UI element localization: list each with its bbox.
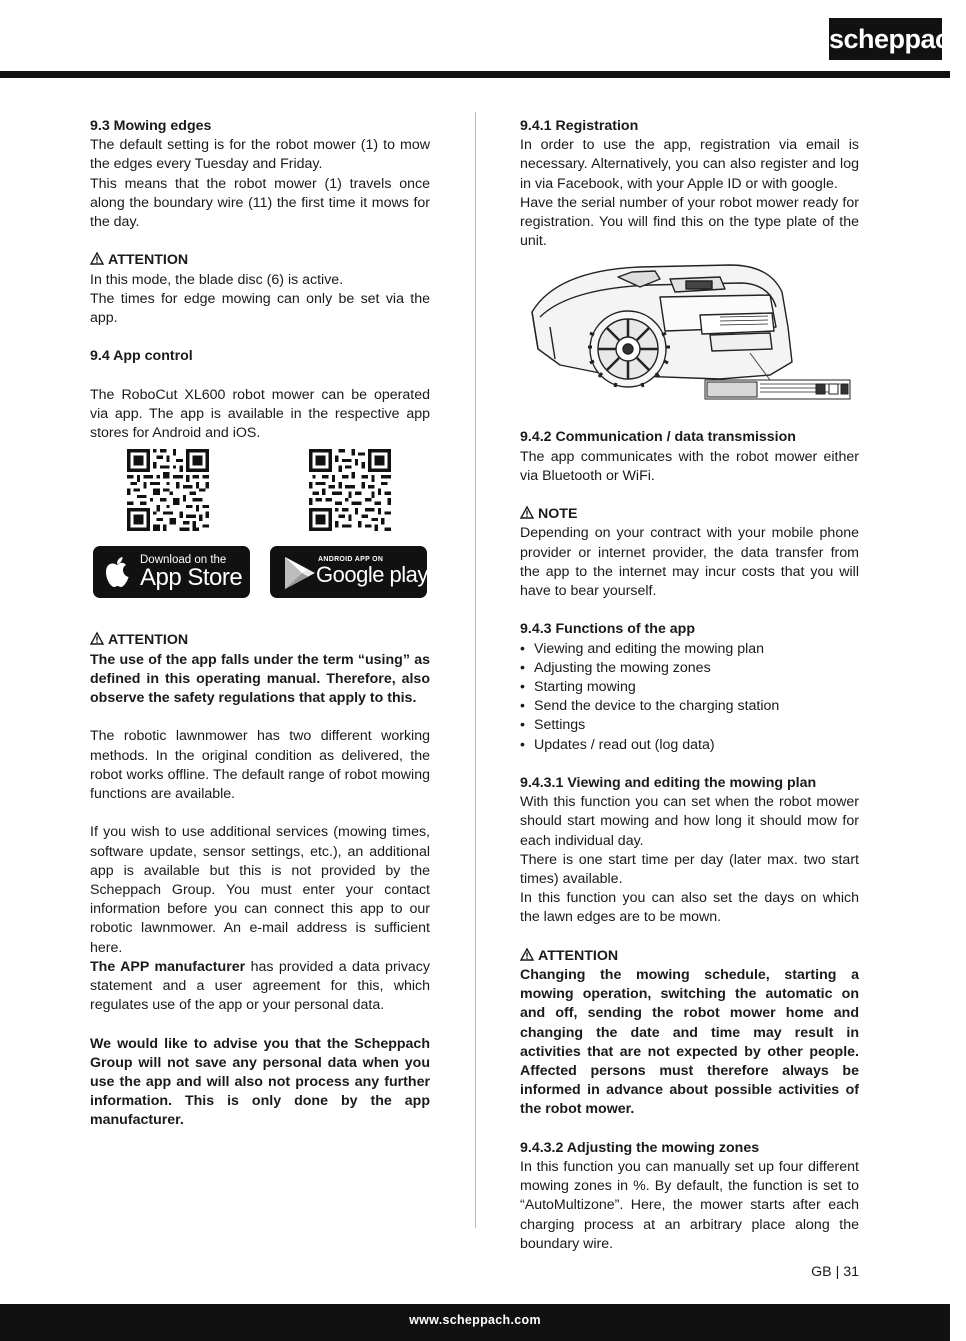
paragraph <box>90 958 430 1016</box>
section-title-9-4-3-2: 9.4.3.2 Adjusting the mowing zones <box>520 1139 760 1156</box>
app-store-line1: Download on the <box>140 554 227 567</box>
paragraph-bold: We would like to advise you that the Scheppach Group will not save any personal data when you use the app and will also not process any further information. This is only done by the app manufacturer. <box>90 1035 430 1129</box>
section-title-9-4-3-1: 9.4.3.1 Viewing and editing the mowing plan <box>520 775 817 792</box>
paragraph: In this function you can also set the days on which the lawn edges are to be mown. <box>520 890 859 926</box>
paragraph: Depending on your contract with your mobile phone provider or internet provider, the data transfer from the app to the internet may incur costs that you will have to bear yourself. <box>520 525 859 600</box>
paragraph: The app communicates with the robot mower either via Bluetooth or WiFi. <box>520 448 859 484</box>
list-item: • Viewing and editing the mowing plan <box>520 640 859 659</box>
qr-code-android <box>309 449 391 531</box>
google-play-icon <box>282 555 318 591</box>
page-number: GB | 31 <box>811 1264 859 1280</box>
paragraph: With this function you can set when the robot mower should start mowing and how long it should mow for each individual day. <box>520 794 859 849</box>
app-store-badge[interactable] <box>93 546 250 598</box>
footer-url[interactable]: www.scheppach.com <box>409 1313 541 1327</box>
paragraph: The RoboCut XL600 robot mower can be operated via app. The app is available in the respective app stores for Android and iOS. <box>90 386 430 442</box>
section-title-9-4-3: 9.4.3 Functions of the app <box>520 621 695 638</box>
paragraph: This means that the robot mower (1) travels once along the boundary wire (11) the first time it mows for the day. <box>90 175 430 231</box>
paragraph: The default setting is for the robot mower (1) to mow the edges every Tuesday and Friday. <box>90 137 430 173</box>
functions-list <box>520 640 859 755</box>
app-download-area <box>90 443 430 631</box>
paragraph: Have the serial number of your robot mower ready for registration. You will find this on the type plate of the unit. <box>520 194 859 250</box>
google-play-line2: Google play <box>316 562 428 588</box>
section-title-9-3: 9.3 Mowing edges <box>90 118 212 134</box>
column-divider <box>475 112 476 1228</box>
section-title-9-4-1: 9.4.1 Registration <box>520 118 639 134</box>
warning-icon <box>520 506 534 519</box>
paragraph: The times for edge mowing can only be set via the app. <box>90 290 430 327</box>
paragraph-bold: Changing the mowing schedule, starting a mowing operation, switching the automatic on and off, sending the robot mower home and changing the date and time may result in activities that are not expected by other people. Affected persons must therefore always be informed in advance about possible activities of the robot mower. <box>520 967 859 1118</box>
paragraph-bold: The use of the app falls under the term “using” as defined in this operating manual. Therefore, also observe the safety regulations that apply to this. <box>90 651 430 707</box>
list-item: • Starting mowing <box>520 678 859 697</box>
attention-heading <box>520 947 859 966</box>
scheppach-logo: scheppach <box>829 18 942 60</box>
list-item: • Adjusting the mowing zones <box>520 659 859 678</box>
robot-mower-illustration <box>520 257 859 422</box>
paragraph: In this function you can manually set up four different mowing zones in %. By default, the function is set to “AutoMultizone”. Here, the mower starts after each charging process at an arbitrary place along the boundary wire. <box>520 1159 859 1252</box>
warning-icon <box>520 948 534 961</box>
warning-icon <box>90 252 104 265</box>
robot-mower-image <box>520 257 859 422</box>
apple-icon <box>103 556 131 589</box>
qr-code-ios <box>127 449 209 531</box>
paragraph: In this mode, the blade disc (6) is active. <box>90 271 344 288</box>
google-play-badge[interactable] <box>270 546 427 598</box>
list-item: • Settings <box>520 716 859 735</box>
paragraph: The robotic lawnmower has two different working methods. In the original condition as delivered, the robot works offline. The default range of robot mowing functions are available. <box>90 728 430 803</box>
warning-icon <box>90 632 104 645</box>
attention-heading <box>90 631 430 650</box>
header-rule <box>0 71 950 78</box>
paragraph: If you wish to use additional services (mowing times, software update, sensor settings, etc.), an additional app is available but this is not provided by the Scheppach Group. You must enter your contact information before you can connect this app to our robotic lawnmower. An e-mail address is sufficient here. <box>90 824 430 956</box>
section-title-9-4-2: 9.4.2 Communication / data transmission <box>520 429 796 446</box>
manufacturer-bold: The APP manufacturer <box>90 958 246 975</box>
manufacturer-text: has provided a data privacy statement and a user agreement for this, which regulates use of the app or your personal data. <box>90 958 430 1014</box>
note-label: NOTE <box>538 506 578 523</box>
attention-label: ATTENTION <box>538 947 619 964</box>
list-item: • Send the device to the charging station <box>520 697 859 716</box>
list-item: • Updates / read out (log data) <box>520 736 859 755</box>
attention-label: ATTENTION <box>108 632 189 649</box>
app-store-line2: App Store <box>140 564 243 592</box>
paragraph: In order to use the app, registration via email is necessary. Alternatively, you can also register and log in via Facebook, with your Apple ID or with google. <box>520 137 859 192</box>
note-heading <box>520 505 859 524</box>
attention-heading <box>90 251 430 270</box>
right-column <box>520 117 859 1254</box>
attention-label: ATTENTION <box>108 252 189 269</box>
google-play-line1: ANDROID APP ON <box>318 556 384 564</box>
section-title-9-4: 9.4 App control <box>90 348 193 365</box>
left-column <box>90 117 430 1131</box>
paragraph: There is one start time per day (later max. two start times) available. <box>520 851 859 888</box>
